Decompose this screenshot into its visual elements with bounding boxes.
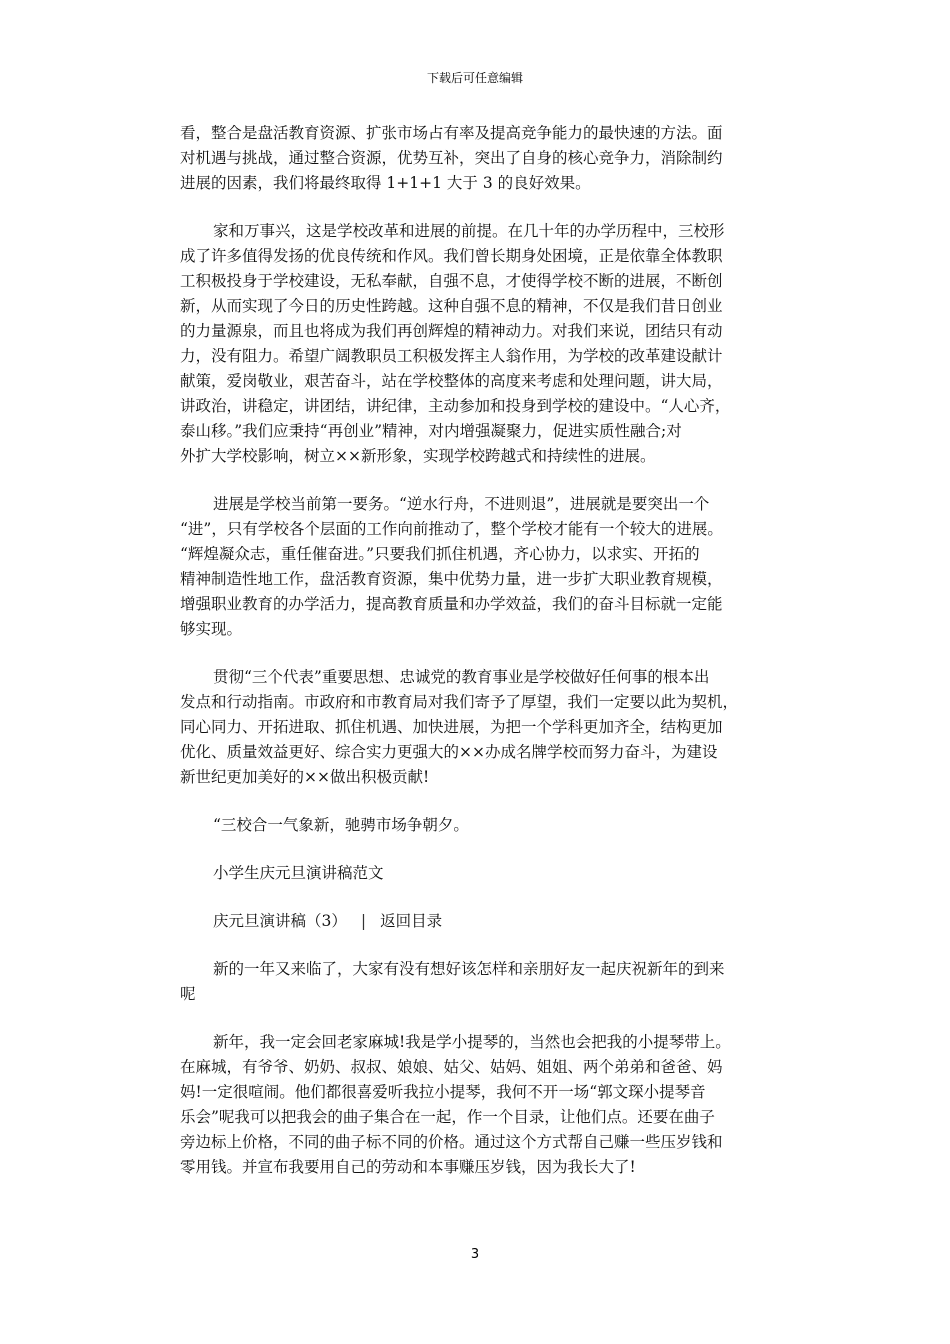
text-line: 新世纪更加美好的××做出积极贡献! [180, 768, 430, 786]
paragraph-gap [180, 934, 776, 957]
text-line: 够实现。 [180, 620, 243, 638]
text-line: 精神制造性地工作，盘活教育资源，集中优势力量，进一步扩大职业教育规模， [180, 570, 723, 588]
text-line: 献策，爱岗敬业，艰苦奋斗，站在学校整体的高度来考虑和处理问题，讲大局， [180, 372, 723, 390]
paragraph-gap [180, 790, 776, 813]
paragraph [180, 957, 776, 1007]
nav-line [180, 909, 776, 934]
text-line: 发点和行动指南。市政府和市教育局对我们寄予了厚望，我们一定要以此为契机， [180, 693, 739, 711]
text-line: 家和万事兴，这是学校改革和进展的前提。在几十年的办学历程中，三校形 [213, 222, 725, 240]
paragraph-gap [180, 1007, 776, 1030]
paragraph-gap [180, 642, 776, 665]
text-line: 看，整合是盘活教育资源、扩张市场占有率及提高竞争能力的最快速的方法。面 [180, 124, 723, 142]
text-line: “进”，只有学校各个层面的工作向前推动了，整个学校才能有一个较大的进展。 [180, 520, 723, 538]
text-line: 成了许多值得发扬的优良传统和作风。我们曾长期身处困境，正是依靠全体教职 [180, 247, 723, 265]
text-line: 在麻城，有爷爷、奶奶、叔叔、娘娘、姑父、姑妈、姐姐、两个弟弟和爸爸、妈 [180, 1058, 723, 1076]
text-line: 零用钱。并宣布我要用自己的劳动和本事赚压岁钱，因为我长大了! [180, 1158, 636, 1176]
paragraph-gap [180, 838, 776, 861]
text-line: 新，从而实现了今日的历史性跨越。这种自强不息的精神，不仅是我们昔日创业 [180, 297, 723, 315]
page-number: 3 [470, 1247, 480, 1262]
text-line: 泰山移。”我们应秉持“再创业”精神，对内增强凝聚力，促进实质性融合;对 [180, 422, 682, 440]
text-line: 贯彻“三个代表”重要思想、忠诚党的教育事业是学校做好任何事的根本出 [213, 668, 710, 686]
text-line: 的力量源泉，而且也将成为我们再创辉煌的精神动力。对我们来说，团结只有动 [180, 322, 723, 340]
paragraph [180, 219, 776, 469]
text-line: 外扩大学校影响，树立××新形象，实现学校跨越式和持续性的进展。 [180, 447, 656, 465]
text-line: “辉煌凝众志，重任催奋进。”只要我们抓住机遇，齐心协力，以求实、开拓的 [180, 545, 700, 563]
text-line: 讲政治，讲稳定，讲团结，讲纪律，主动参加和投身到学校的建设中。“人心齐， [180, 397, 731, 415]
paragraph [180, 813, 776, 838]
text-line: “三校合一气象新，驰骋市场争朝夕。 [213, 816, 469, 834]
text-line: 同心同力、开拓进取、抓住机遇、加快进展，为把一个学科更加齐全，结构更加 [180, 718, 723, 736]
text-line: 力，没有阻力。希望广阔教职员工积极发挥主人翁作用，为学校的改革建设献计 [180, 347, 723, 365]
text-line: 增强职业教育的办学活力，提高教育质量和办学效益，我们的奋斗目标就一定能 [180, 595, 723, 613]
paragraph [180, 1030, 776, 1180]
paragraph-gap [180, 196, 776, 219]
text-line: 乐会”呢我可以把我会的曲子集合在一起，作一个目录，让他们点。还要在曲子 [180, 1108, 715, 1126]
nav-separator: | [360, 912, 367, 930]
text-line: 工积极投身于学校建设，无私奉献，自强不息，才使得学校不断的进展，不断创 [180, 272, 723, 290]
paragraph-gap [180, 886, 776, 909]
text-line: 旁边标上价格，不同的曲子标不同的价格。通过这个方式帮自己赚一些压岁钱和 [180, 1133, 723, 1151]
paragraph [180, 492, 776, 642]
text-line: 新年，我一定会回老家麻城!我是学小提琴的，当然也会把我的小提琴带上。 [213, 1033, 731, 1051]
document-body [180, 121, 776, 1180]
nav-row [180, 909, 776, 934]
text-line: 呢 [180, 985, 196, 1003]
paragraph [180, 665, 776, 790]
section-title: 庆元旦演讲稿（3） [213, 912, 347, 930]
paragraph-gap [180, 469, 776, 492]
text-line: 进展是学校当前第一要务。“逆水行舟，不进则退”，进展就是要突出一个 [213, 495, 710, 513]
page-header: 下载后可任意编辑 [426, 71, 523, 85]
paragraph [180, 861, 776, 886]
text-line: 新的一年又来临了，大家有没有想好该怎样和亲朋好友一起庆祝新年的到来 [213, 960, 725, 978]
text-line: 对机遇与挑战，通过整合资源，优势互补，突出了自身的核心竞争力，消除制约 [180, 149, 723, 167]
paragraph [180, 121, 776, 196]
text-line: 小学生庆元旦演讲稿范文 [213, 864, 384, 882]
text-line: 进展的因素，我们将最终取得 1+1+1 大于 3 的良好效果。 [180, 174, 591, 192]
back-to-toc-link[interactable]: 返回目录 [380, 912, 443, 930]
text-line: 优化、质量效益更好、综合实力更强大的××办成名牌学校而努力奋斗，为建设 [180, 743, 718, 761]
text-line: 妈!一定很喧闹。他们都很喜爱听我拉小提琴，我何不开一场“郭文琛小提琴音 [180, 1083, 706, 1101]
